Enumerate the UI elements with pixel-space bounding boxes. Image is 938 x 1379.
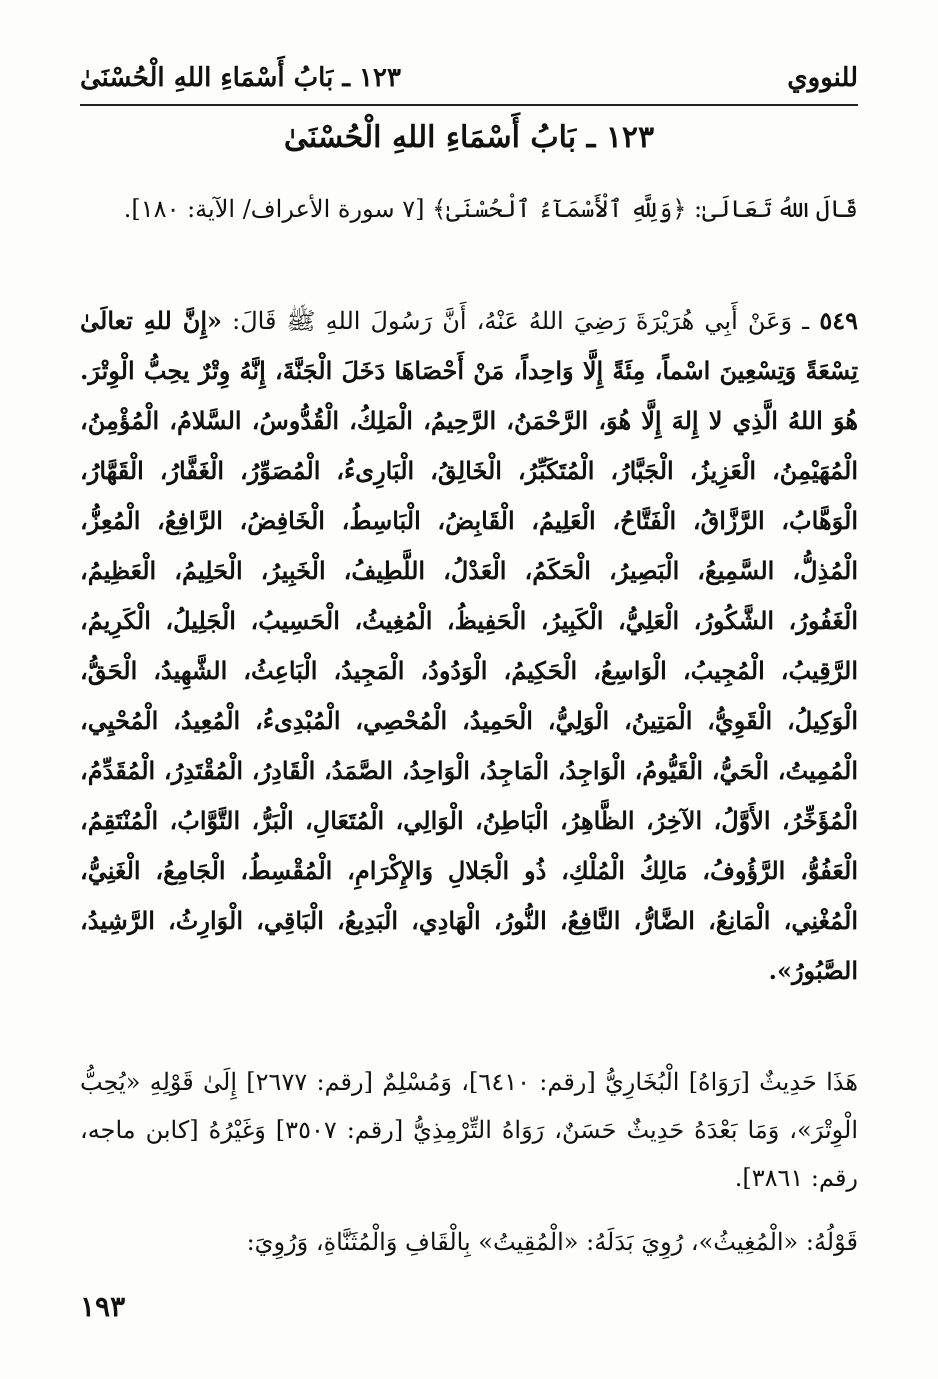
commentary-paragraph: قَوْلُهُ: «الْمُغِيثُ»، رُوِيَ بَدَلَهُ: «الْمُقِيتُ» بِالْقَافِ وَالْمُثَنَّاةِ، وَرُوِيَ: (246, 1228, 858, 1256)
header-chapter-title: ١٢٣ ـ بَابُ أَسْمَاءِ اللهِ الْحُسْنَىٰ (80, 63, 401, 93)
header-book-title: للنووي (787, 63, 858, 93)
running-header (80, 52, 858, 104)
header-divider (80, 104, 858, 106)
quran-verse-paragraph: قَالَ اللهُ تَعَالَىٰ: ﴿وَلِلَّهِ ٱلْأَسْمَآءُ ٱلْحُسْنَىٰ﴾ [٧ سورة الأعراف/ الآية: ١٨٠]. (123, 195, 858, 223)
hadith-number: ٥٤٩ (819, 306, 858, 335)
hadith-text: «إِنَّ للهِ تعالَىٰ تِسْعَةً وَتِسْعِينَ اسْماً، مِئَةً إِلَّا وَاحِداً، مَنْ أَحْصَاهَا دَخَلَ الْجَنَّةَ، إِنَّهُ وِتْرٌ يحِبُّ الْوِتْرَ. هُوَ اللهُ الَّذِي لا إِلهَ إِلَّا هُوَ، الرَّحْمَنُ، الرَّحِيمُ، الْمَلِكُ، الْقُدُّوسُ، السَّلامُ، الْمُؤْمِنُ، الْمُهَيْمِنُ، الْعَزِيزُ، الْجَبَّارُ، الْمُتَكَبِّرُ، الْخَالِقُ، الْبَارِىءُ، الْمُصَوِّرُ، الْغَفَّارُ، الْقَهَّارُ، الْوَهَّابُ، الرَّزَّاقُ، الْفَتَّاحُ، الْعَلِيمُ، الْقَابِضُ، الْبَاسِطُ، الْخَافِضُ، الرَّافِعُ، الْمُعِزُّ، الْمُذِلُّ، السَّمِيعُ، الْبَصِيرُ، الْحَكَمُ، الْعَدْلُ، اللَّطِيفُ، الْخَبِيرُ، الْحَلِيمُ، الْعَظِيمُ، الْغَفُورُ، الشَّكُورُ، الْعَلِيُّ، الْكَبِيرُ، الْحَفِيظُ، الْمُغِيثُ، الْحَسِيبُ، الْجَلِيلُ، الْكَرِيمُ، الرَّقِيبُ، الْمُجِيبُ، الْوَاسِعُ، الْحَكِيمُ، الْوَدُودُ، الْمَجِيدُ، الْبَاعِثُ، الشَّهِيدُ، الْحَقُّ، الْوَكِيلُ، الْقَوِيُّ، الْمَتِينُ، الْوَلِيُّ، الْحَمِيدُ، الْمُحْصِي، الْمُبْدِىءُ، الْمُعِيدُ، الْمُحْيِي، الْمُمِيتُ، الْحَيُّ، الْقَيُّومُ، الْوَاجِدُ، الْمَاجِدُ، الْوَاحِدُ، الصَّمَدُ، الْقَادِرُ، الْمُقْتَدِرُ، الْمُقَدِّمُ، الْمُؤَخِّرُ، الأَوَّلُ، الآخِرُ، الظَّاهِرُ، الْبَاطِنُ، الْوَالِي، الْمُتَعَالِ، الْبَرُّ، التَّوَّابُ، الْمُنْتَقِمُ، الْعَفُوُّ، الرَّؤُوفُ، مَالِكُ الْمُلْكِ، ذُو الْجَلالِ وَالإِكْرَامِ، الْمُقْسِطُ، الْجَامِعُ، الْغَنِيُّ، الْمُغْنِي، الْمَانِعُ، الضَّارُّ، النَّافِعُ، النُّورُ، الْهَادِي، الْبَدِيعُ، الْبَاقِي، الْوَارِثُ، الرَّشِيدُ، الصَّبُورُ». (80, 306, 858, 985)
hadith-source-paragraph: هَذَا حَدِيثٌ [رَوَاهُ] الْبُخَارِيُّ [رقم: ٦٤١٠]، وَمُسْلِمٌ [رقم: ٢٦٧٧] إِلَىٰ قَوْلِهِ «يُحِبُّ الْوِتْرَ»، وَمَا بَعْدَهُ حَدِيثٌ حَسَنٌ، رَوَاهُ التِّرْمِذِيُّ [رقم: ٣٥٠٧] وَغَيْرُهُ [كابن ماجه، رقم: ٣٨٦١]. (80, 1068, 859, 1192)
hadith-paragraph (80, 296, 858, 996)
hadith-intro: ـ وَعَنْ أَبِي هُرَيْرَةَ رَضِيَ اللهُ عَنْهُ، أَنَّ رَسُولَ اللهِ ﷺ قَالَ: (232, 307, 810, 335)
chapter-title: ١٢٣ ـ بَابُ أَسْمَاءِ اللهِ الْحُسْنَىٰ (283, 120, 655, 155)
page-number: ١٩٣ (80, 1290, 126, 1323)
